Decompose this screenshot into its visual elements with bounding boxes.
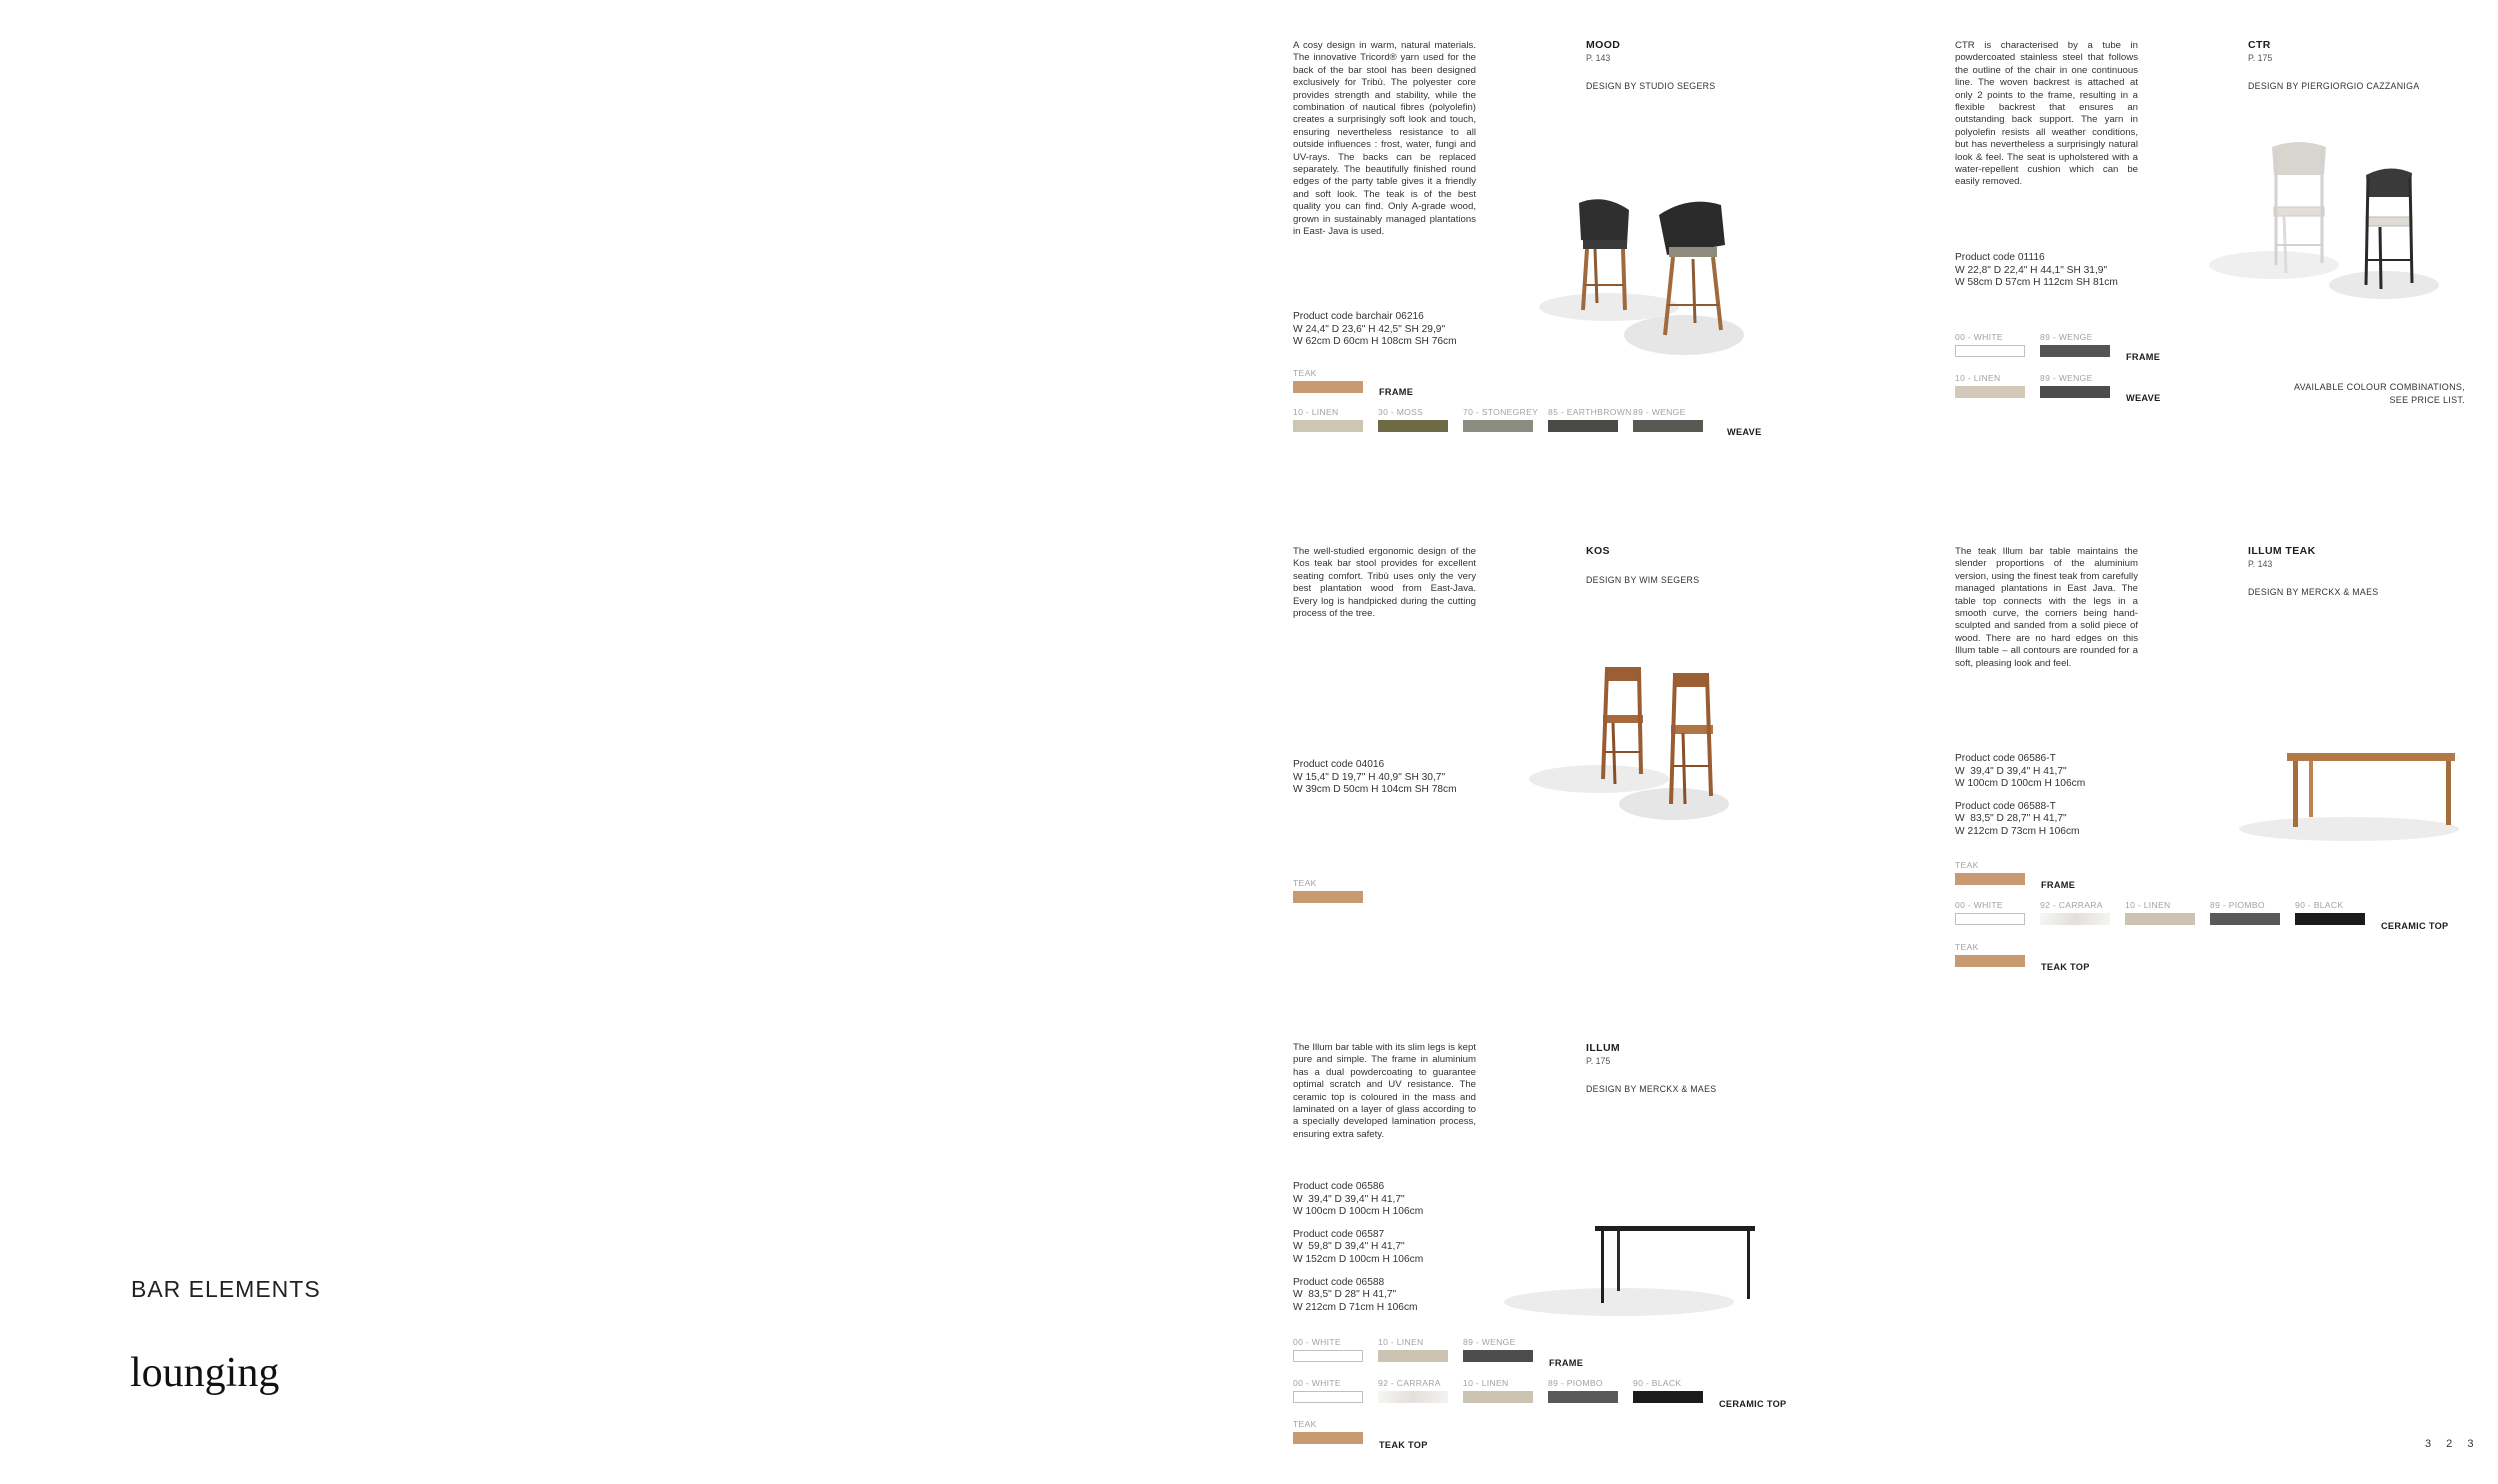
swatch-label: 85 - EARTHBROWN bbox=[1548, 407, 1632, 417]
swatch-stonegrey[interactable] bbox=[1463, 420, 1533, 432]
mood-name: MOOD bbox=[1586, 39, 1621, 51]
swatch-teak[interactable] bbox=[1955, 873, 2025, 885]
swatch-white[interactable] bbox=[1955, 913, 2025, 925]
swatch-label: 10 - LINEN bbox=[1955, 373, 2001, 383]
illum-designer: DESIGN BY MERCKX & MAES bbox=[1586, 1084, 1717, 1094]
swatch-label: 89 - WENGE bbox=[2040, 373, 2093, 383]
illum-teak-designer: DESIGN BY MERCKX & MAES bbox=[2248, 587, 2379, 597]
swatch-label: TEAK bbox=[1293, 368, 1317, 378]
illum-description: The Illum bar table with its slim legs is kept pure and simple. The frame in aluminium has a dual powdercoating to guarantee optimal scratch and UV resistance. The ceramic top is coloured in the mass and laminated on a layer of glass according to a specially developed lamination process, ensuring extra safety. bbox=[1293, 1042, 1476, 1140]
illum-teak-codes bbox=[1955, 753, 2085, 839]
ctr-codes bbox=[1955, 252, 2118, 290]
ctr-header bbox=[2248, 39, 2419, 91]
illum-teak-product-code-2: Product code 06588-T W 83,5" D 28,7" H 41,7" W 212cm D 73cm H 106cm bbox=[1955, 800, 2080, 837]
illum-top-row bbox=[1293, 1419, 1363, 1444]
illum-table-image bbox=[1499, 1214, 1769, 1324]
ctr-frame-swatch-1 bbox=[1955, 332, 2025, 357]
illum-product-code-1: Product code 06586 W 39,4" D 39,4" H 41,7" W 100cm D 100cm H 106cm bbox=[1293, 1181, 1424, 1218]
swatch-label: 89 - WENGE bbox=[1633, 407, 1686, 417]
swatch-carrara[interactable] bbox=[1378, 1391, 1448, 1403]
colour-combinations-note bbox=[2219, 381, 2465, 407]
illum-teak-page-ref: P. 143 bbox=[2248, 559, 2273, 569]
illum-frame-swatch-2 bbox=[1378, 1337, 1448, 1362]
illum-ceramic-swatch-5 bbox=[1633, 1378, 1703, 1403]
section-subtitle: lounging bbox=[130, 1350, 280, 1396]
illum-page-ref: P. 175 bbox=[1586, 1056, 1611, 1066]
mood-weave-swatch-3 bbox=[1463, 407, 1538, 432]
kos-product-code: Product code 04016 W 15,4" D 19,7" H 40,9" SH 30,7" W 39cm D 50cm H 104cm SH 78cm bbox=[1293, 759, 1457, 796]
swatch-white[interactable] bbox=[1293, 1391, 1363, 1403]
illum-teak-name: ILLUM TEAK bbox=[2248, 545, 2316, 557]
illum-frame-swatch-1 bbox=[1293, 1337, 1363, 1362]
illum-frame-swatch-3 bbox=[1463, 1337, 1533, 1362]
mood-description: A cosy design in warm, natural materials. The innovative Tricord® yarn used for the back of the bar stool has been designed exclusively for Tribù. The polyester core provides strength and stability, while the combination of nautical fibres (polyolefin) creates a surprisingly soft look and touch, ensuring nevertheless resistance to all outside influences : frost, water, fungi and UV-rays. The backs can be replaced separately. The beautifully finished round edges of the party table gives it a friendly and soft look. The teak is of the best quality you can find. Only A-grade wood, grown in sustainably managed plantations in East- Java is used. bbox=[1293, 40, 1476, 238]
swatch-label: 10 - LINEN bbox=[2125, 900, 2171, 910]
swatch-moss[interactable] bbox=[1378, 420, 1448, 432]
note-line-1: AVAILABLE COLOUR COMBINATIONS, bbox=[2293, 382, 2465, 392]
mood-weave-swatch-2 bbox=[1378, 407, 1448, 432]
illum-teak-frame-row bbox=[1955, 860, 2025, 885]
swatch-wenge[interactable] bbox=[2040, 345, 2110, 357]
page-number: 3 2 3 bbox=[2425, 1438, 2480, 1450]
swatch-white[interactable] bbox=[1293, 1350, 1363, 1362]
illum-teak-ceramic-swatch-1 bbox=[1955, 900, 2025, 925]
ctr-frame-caption: FRAME bbox=[2126, 352, 2161, 362]
illum-teak-top-caption: TEAK TOP bbox=[2041, 962, 2090, 972]
swatch-label: 92 - CARRARA bbox=[2040, 900, 2103, 910]
swatch-carrara[interactable] bbox=[2040, 913, 2110, 925]
swatch-label: 00 - WHITE bbox=[1293, 1337, 1341, 1347]
swatch-wenge[interactable] bbox=[1463, 1350, 1533, 1362]
swatch-teak[interactable] bbox=[1955, 955, 2025, 967]
illum-product-code-3: Product code 06588 W 83,5" D 28" H 41,7" W 212cm D 71cm H 106cm bbox=[1293, 1276, 1418, 1313]
swatch-teak[interactable] bbox=[1293, 381, 1363, 393]
swatch-label: 92 - CARRARA bbox=[1378, 1378, 1441, 1388]
illum-teak-description: The teak Illum bar table maintains the slender proportions of the aluminium version, using the finest teak from carefully managed plantations in East Java. The table top connects with the legs in a smooth curve, the corners being hand-sculpted and sanded from a solid piece of wood. There are no hard edges on this Illum table – all contours are rounded for a soft, pleasing look and feel. bbox=[1955, 546, 2138, 669]
illum-frame-caption: FRAME bbox=[1549, 1358, 1584, 1368]
illum-teak-product-code-1: Product code 06586-T W 39,4" D 39,4" H 41,7" W 100cm D 100cm H 106cm bbox=[1955, 753, 2086, 790]
ctr-barstools-image bbox=[2184, 135, 2454, 305]
illum-codes bbox=[1293, 1181, 1423, 1314]
swatch-label: 89 - WENGE bbox=[2040, 332, 2093, 342]
illum-teak-ceramic-swatch-2 bbox=[2040, 900, 2110, 925]
illum-teak-table-image bbox=[2229, 740, 2469, 849]
illum-ceramic-swatch-1 bbox=[1293, 1378, 1363, 1403]
kos-header bbox=[1586, 545, 1699, 585]
swatch-wenge[interactable] bbox=[2040, 386, 2110, 398]
mood-weave-swatch-1 bbox=[1293, 407, 1363, 432]
swatch-black[interactable] bbox=[1633, 1391, 1703, 1403]
swatch-linen[interactable] bbox=[1955, 386, 2025, 398]
mood-frame-row bbox=[1293, 368, 1363, 393]
ctr-page-ref: P. 175 bbox=[2248, 53, 2273, 63]
swatch-label: 89 - WENGE bbox=[1463, 1337, 1516, 1347]
swatch-linen[interactable] bbox=[1463, 1391, 1533, 1403]
section-title: BAR ELEMENTS bbox=[131, 1276, 321, 1302]
swatch-linen[interactable] bbox=[2125, 913, 2195, 925]
kos-codes bbox=[1293, 759, 1457, 797]
illum-top-caption: TEAK TOP bbox=[1379, 1440, 1428, 1450]
kos-frame-row bbox=[1293, 878, 1363, 903]
swatch-white[interactable] bbox=[1955, 345, 2025, 357]
mood-page-ref: P. 143 bbox=[1586, 53, 1611, 63]
illum-name: ILLUM bbox=[1586, 1042, 1621, 1054]
swatch-label: 90 - BLACK bbox=[1633, 1378, 1682, 1388]
swatch-label: 10 - LINEN bbox=[1378, 1337, 1424, 1347]
swatch-label: 30 - MOSS bbox=[1378, 407, 1424, 417]
note-line-2: SEE PRICE LIST. bbox=[2389, 395, 2465, 405]
swatch-label: TEAK bbox=[1955, 942, 1979, 952]
illum-product-code-2: Product code 06587 W 59,8" D 39,4" H 41,7" W 152cm D 100cm H 106cm bbox=[1293, 1228, 1424, 1265]
kos-barstools-image bbox=[1499, 655, 1749, 829]
kos-description: The well-studied ergonomic design of the Kos teak bar stool provides for excellent seating comfort. Tribù uses only the very best plantation wood from East-Java. Every log is handpicked during the cutting process of the tree. bbox=[1293, 546, 1476, 620]
swatch-label: 10 - LINEN bbox=[1463, 1378, 1509, 1388]
swatch-label: TEAK bbox=[1293, 878, 1317, 888]
ctr-designer: DESIGN BY PIERGIORGIO CAZZANIGA bbox=[2248, 81, 2420, 91]
ctr-weave-caption: WEAVE bbox=[2126, 393, 2161, 403]
swatch-label: 89 - PIOMBO bbox=[2210, 900, 2265, 910]
illum-ceramic-swatch-2 bbox=[1378, 1378, 1448, 1403]
illum-teak-top-row bbox=[1955, 942, 2025, 967]
illum-teak-ceramic-swatch-3 bbox=[2125, 900, 2195, 925]
kos-designer: DESIGN BY WIM SEGERS bbox=[1586, 575, 1700, 585]
kos-name: KOS bbox=[1586, 545, 1610, 557]
mood-barstools-image bbox=[1499, 185, 1749, 365]
mood-weave-swatch-5 bbox=[1633, 407, 1703, 432]
ctr-product-code: Product code 01116 W 22,8" D 22,4" H 44,1" SH 31,9" W 58cm D 57cm H 112cm SH 81cm bbox=[1955, 252, 2118, 289]
mood-weave-swatch-4 bbox=[1548, 407, 1632, 432]
illum-ceramic-swatch-4 bbox=[1548, 1378, 1618, 1403]
swatch-label: 10 - LINEN bbox=[1293, 407, 1339, 417]
illum-teak-ceramic-caption: CERAMIC TOP bbox=[2381, 921, 2449, 931]
swatch-label: 70 - STONEGREY bbox=[1463, 407, 1539, 417]
mood-product-code: Product code barchair 06216 W 24,4" D 23,6" H 42,5" SH 29,9" W 62cm D 60cm H 108cm SH 76cm bbox=[1293, 311, 1457, 348]
swatch-label: 89 - PIOMBO bbox=[1548, 1378, 1603, 1388]
swatch-teak[interactable] bbox=[1293, 1432, 1363, 1444]
swatch-label: 00 - WHITE bbox=[1955, 332, 2003, 342]
ctr-frame-swatch-2 bbox=[2040, 332, 2110, 357]
swatch-linen[interactable] bbox=[1378, 1350, 1448, 1362]
mood-frame-caption: FRAME bbox=[1379, 387, 1414, 397]
illum-header bbox=[1586, 1042, 1716, 1094]
mood-header bbox=[1586, 39, 1715, 91]
illum-teak-header bbox=[2248, 545, 2378, 597]
mood-codes bbox=[1293, 311, 1457, 349]
mood-weave-caption: WEAVE bbox=[1727, 427, 1762, 437]
illum-ceramic-swatch-3 bbox=[1463, 1378, 1533, 1403]
illum-ceramic-caption: CERAMIC TOP bbox=[1719, 1399, 1787, 1409]
swatch-label: TEAK bbox=[1293, 1419, 1317, 1429]
swatch-linen[interactable] bbox=[1293, 420, 1363, 432]
swatch-earthbrown[interactable] bbox=[1548, 420, 1618, 432]
swatch-label: 00 - WHITE bbox=[1293, 1378, 1341, 1388]
mood-designer: DESIGN BY STUDIO SEGERS bbox=[1586, 81, 1716, 91]
illum-teak-ceramic-swatch-5 bbox=[2295, 900, 2365, 925]
ctr-weave-swatch-2 bbox=[2040, 373, 2110, 398]
illum-teak-frame-caption: FRAME bbox=[2041, 880, 2076, 890]
ctr-name: CTR bbox=[2248, 39, 2271, 51]
swatch-black[interactable] bbox=[2295, 913, 2365, 925]
illum-teak-ceramic-swatch-4 bbox=[2210, 900, 2280, 925]
swatch-piombo[interactable] bbox=[2210, 913, 2280, 925]
swatch-label: 90 - BLACK bbox=[2295, 900, 2344, 910]
swatch-piombo[interactable] bbox=[1548, 1391, 1618, 1403]
swatch-wenge[interactable] bbox=[1633, 420, 1703, 432]
ctr-description: CTR is characterised by a tube in powdercoated stainless steel that follows the outline of the chair in one continuous line. The woven backrest is attached at only 2 points to the frame, resulting in a flexible backrest that ensures an outstanding back support. The yarn in polyolefin resists all weather conditions, but has nevertheless a surprisingly natural look & feel. The seat is upholstered with a water-repellent cushion which can be easily removed. bbox=[1955, 40, 2138, 188]
swatch-teak[interactable] bbox=[1293, 891, 1363, 903]
ctr-weave-swatch-1 bbox=[1955, 373, 2025, 398]
swatch-label: 00 - WHITE bbox=[1955, 900, 2003, 910]
swatch-label: TEAK bbox=[1955, 860, 1979, 870]
